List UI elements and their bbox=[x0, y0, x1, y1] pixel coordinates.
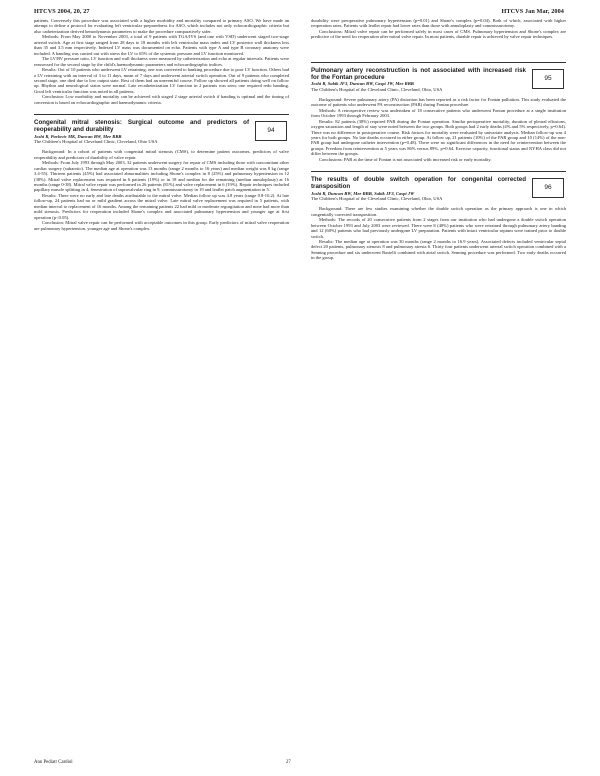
page-number: 27 bbox=[286, 760, 291, 765]
abstract-title: Pulmonary artery reconstruction is not associated with increased risk for the Fontan procedure bbox=[311, 66, 526, 82]
abstract-title: The results of double switch operation for congenital corrected transposition bbox=[311, 176, 526, 191]
abstract-paragraph: Background: Severe pulmonary artery (PA) distortion has been reported as a risk factor for Fontan palliation. This study evaluated the outcome of patients who underwent PA reconstruction (PAR) during Fontan procedure. bbox=[311, 96, 566, 108]
abstract-paragraph: Results: There were no early and late deaths attributable to the mitral valve. Median follow up was 4.8 years (range 0.8-10.2). At late follow-up, 24 patients had no or mild gradient across the mitral valve. Late mitral valve replacement was required in 5 patients, with median interval to replacement of 16 months. Among the remaining patients 22 had mild or moderate regurgitation and none had more than mild stenosis. Predictors for reoperation included Shone's complex and associated pulmonary hypertension and younger age at first operation (p<0.05). bbox=[34, 192, 289, 220]
abstract-paragraph: Methods: The records of 20 consecutive patients from 2 stages from our institution who had undergone a double switch operation between October 1993 and July 2003 were reviewed. There were 8 (40%) patients who were retrained through pulmonary artery banding and 12 (60%) patients who had previously undergone LV preparation. Patients with intact ventricular septum were trained prior to double switch. bbox=[311, 217, 566, 239]
abstract-authors: Joshi R, Sabik JF3, Duncan BW, Caspi JW, Mee RBB bbox=[311, 81, 414, 87]
abstract-authors: Joshi R, Pavlovic MK, Duncan BW, Mee RBB bbox=[34, 133, 122, 139]
abstract-header bbox=[34, 114, 289, 149]
abstract-paragraph: Results: The median age at operation was 30 months (range 2 months to 16.9 years). Associated defects included ventricular septal defect 20 patients, pulmonary stenosis 8 and pulmonary atresia 6. Thirty four patients underwent arterial switch operation combined with a Senning procedure and six underwent Rastelli combined with atrial switch. Senning procedure was performed. Two early deaths occurred in the group. bbox=[311, 238, 566, 261]
abstract-paragraph: Results: 82 patients (38%) required PAR during the Fontan operation. Similar perioperative mortality, duration of pleural effusions, oxygen saturation and length of stay were noted between the two groups. Both groups had 2 early deaths (4% and 5% respectively, p=0.64). There was no difference in postoperative course. Risk factors for mortality were evaluated by univariate analysis. Median follow-up was 4 years for both groups. No late deaths occurred in either group. At follow up, 21 patients (10%) of the PAR group and 10 (14%) of the non-PAR group had undergone catheter intervention (p=0.48). There were no significant differences in the need for reintervention between the groups. Freedom from reintervention at 5 years was 86% versus 89%, p=0.64. Exercise capacity, functional status and NYHA class did not differ between the groups. bbox=[311, 118, 566, 157]
abstract-paragraph: Methods: A retrospective review was undertaken of 18 consecutive patients who underwent Fontan procedure at a single institution from October 1993 through February 2003. bbox=[311, 107, 566, 119]
abstract-header bbox=[311, 62, 566, 97]
abstract-authors: Joshi R, Duncan BW, Mee RBB, Sabik JF3, Caspi JW bbox=[311, 190, 415, 196]
body-paragraph: The LV/RV pressure ratio, LV function and wall thickness were measured by catheterization and echo at regular intervals. Patients were reassessed for the second stage by the child's haemodynamic parameters and echocardiographic indices. bbox=[34, 56, 289, 67]
abstract-number-box: 95 bbox=[532, 69, 564, 89]
body-paragraph: Methods: From May 2000 to November 2003, a total of 9 patients with TGA/IVS (and one with VSD) underwent staged two-stage arterial switch. Age at first stage ranged from 28 days to 18 months with left ventricular mass index and LV posterior wall thickness less than 35 and 3.5 mm respectively. Indexed LV mass was documented on echo. Patients with type A and type B coronary anatomy were included. A banding was carried out with stress the LV to 65% of the systemic pressure and LV function monitored. bbox=[34, 34, 289, 56]
abstract-number-box: 94 bbox=[255, 121, 287, 141]
abstract-paragraph: Conclusions: PAR at the time of Fontan is not associated with increased risk or early mortality. bbox=[319, 156, 492, 162]
abstract-paragraph: Background: There are few studies examining whether the double switch operation as the primary approach is one in which congenitally corrected transposition. bbox=[311, 206, 566, 217]
abstract-institution: The Children's Hospital of the Cleveland Clinic, Cleveland, Ohio, USA bbox=[311, 86, 443, 92]
body-paragraph: Conclusions: Mitral valve repair can be performed safely in most cases of CMS. Pulmonary hypertension and Shone's complex are predictive of the need for reoperation after mitral valve repair. In most patients, durable repair is achieved by valve repair techniques. bbox=[311, 28, 566, 40]
abstract-institution: The Children's Hospital of the Cleveland Clinic, Cleveland, Ohio, USA bbox=[311, 196, 443, 202]
body-paragraph: patients. Conversely this procedure was associated with a higher morbidity and mortality compared to primary ASO. We have made an attempt to define a protocol for evaluating left ventricular preparedness for ASO, which includes not only echocardiographic criteria but also catheterization derived hemodynamic parameters to make the procedure comparatively safer. bbox=[34, 18, 289, 34]
body-paragraph: durability were preoperative pulmonary hypertension (p=0.01) and Shone's complex (p=0.04). Both of which, associated with higher reoperation rates. Patients with leaflet repair had lower rates than those with annuloplasty and commissurotomy. bbox=[311, 18, 566, 29]
abstract-institution: The Children's Hospital of Cleveland Clinic, Cleveland, Ohio USA bbox=[34, 139, 158, 145]
abstract-95 bbox=[311, 62, 566, 162]
continued-body bbox=[311, 18, 566, 40]
running-header-left: HTCVS 2004, 20, 27 bbox=[34, 8, 90, 15]
abstract-number-box: 96 bbox=[532, 178, 564, 198]
right-column bbox=[311, 18, 566, 261]
abstract-title: Congenital mitral stenosis: Surgical outcome and predictors of reoperability and durability bbox=[34, 119, 249, 134]
body-paragraph: Conclusion: Low morbidity and mortality can be achieved with staged 2 stage arterial switch if banding is optimal and the timing of conversion is based on echocardiographic and haemodynamic criteria. bbox=[34, 94, 289, 105]
abstract-paragraph: Methods: From July 1993 through May 2003, 32 patients underwent surgery for repair of CMS including those with concomitant other cardiac surgery (subaortic). The median age at operation was 13 months (range 2 months to 16 years) and median weight was 8 kg (range 3.4-55). Thirteen patients (45%) had associated abnormalities including Shone's complex in 8 (25%) and pulmonary hypertension in 12 (38%). Mitral valve replacement was required in 6 patients (19%) or in 18 and median for the remaining (median annuloplasty) at 16 months (range 0-38). Mitral valve repair was performed in 26 patients (81%) and valve replacement in 6 (19%). Repair techniques included papillary muscle splitting in 4, fenestration of supravalvular ring in 9, commissurotomy in 19 and leaflet patch augmentation in 5. bbox=[34, 160, 289, 193]
abstract-header bbox=[311, 171, 566, 206]
abstract-94 bbox=[34, 114, 289, 231]
intro-body bbox=[34, 18, 289, 105]
footer-journal: Ann Pediatr Cardiol bbox=[34, 760, 73, 765]
abstract-96 bbox=[311, 171, 566, 261]
abstract-paragraph: Conclusion: Mitral valve repair can be performed with acceptable outcomes in this group. Early predictors of mitral valve reoperation are pulmonary hypertension, younger age and Shone's complex. bbox=[34, 220, 289, 231]
body-paragraph: Results: Out of 10 patients who underwent LV retraining, one was converted to banking procedure due to poor LV function. Others had a LV retraining with an interval of 3 to 11 days, mean of 7 days and underwent arterial switch operation. Out of 9 patients who completed second stage, one died due to low output state. Rest of them had an uneventful course. Follow up showed all patients doing well on follow up. Rhythm and neurological status were normal. Late recatheterization LV function in 2 patients was seen; one required redo banding. Good left ventricular function was noted in all patients. bbox=[34, 67, 289, 94]
running-header-right: HTCVS Jan Mar, 2004 bbox=[501, 8, 564, 15]
abstract-paragraph: Background: In a cohort of patients with congenital mitral stenosis (CMS), to determine patient outcomes, predictors of valve reoperability and predictors of durability of valve repair. bbox=[34, 149, 289, 160]
left-column bbox=[34, 18, 289, 231]
